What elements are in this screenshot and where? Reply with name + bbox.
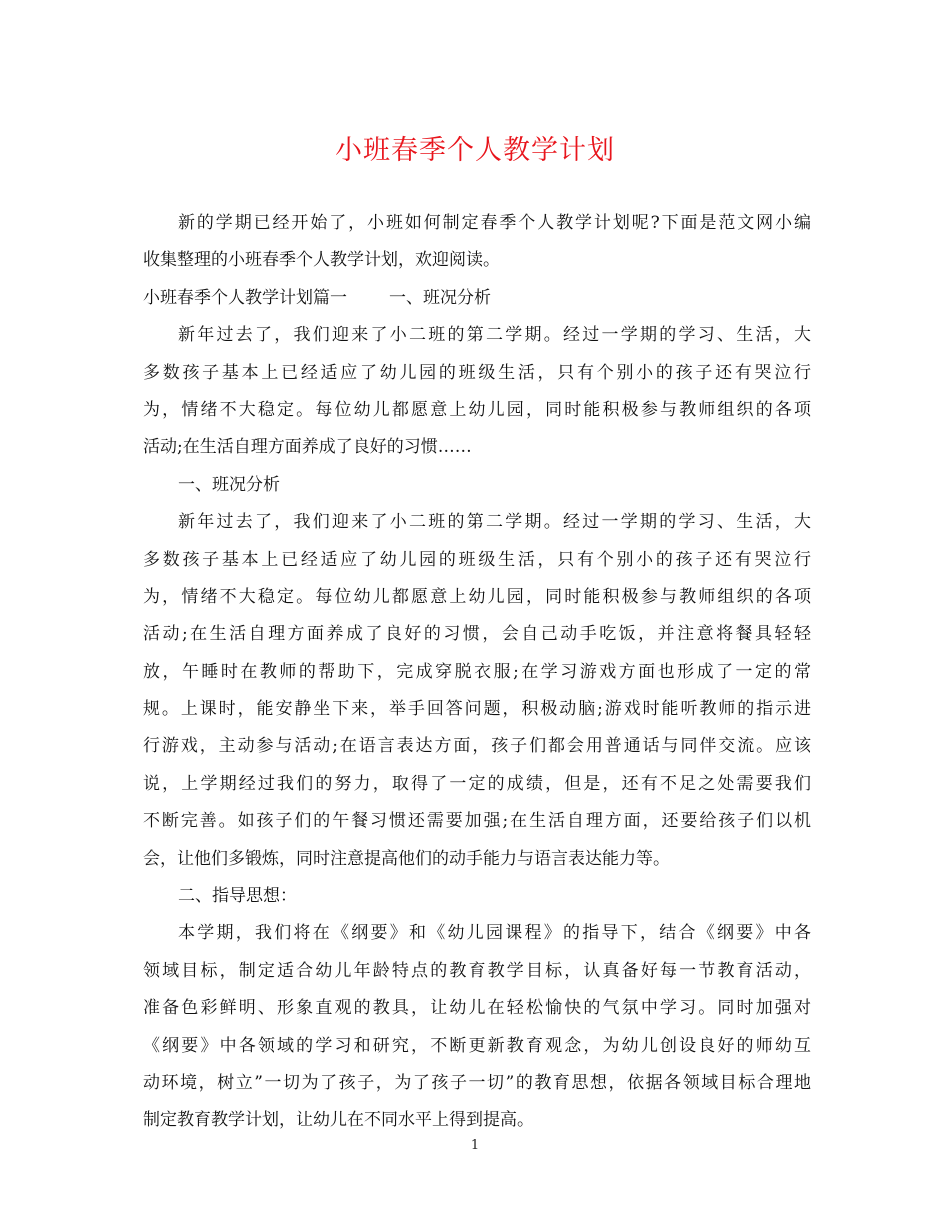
analysis-line: 放，午睡时在教师的帮助下，完成穿脱衣服;在学习游戏方面也形成了一定的常 [143, 661, 811, 682]
analysis-line: 为，情绪不大稳定。每位幼儿都愿意上幼儿园，同时能积极参与教师组织的各项 [143, 586, 811, 607]
summary-line: 为，情绪不大稳定。每位幼儿都愿意上幼儿园，同时能积极参与教师组织的各项 [143, 399, 811, 420]
section-heading-title: 小班春季个人教学计划篇一 [143, 287, 347, 308]
guidance-line: 《纲要》中各领域的学习和研究，不断更新教育观念，为幼儿创设良好的师幼互 [143, 1035, 811, 1056]
intro-line: 收集整理的小班春季个人教学计划，欢迎阅读。 [143, 250, 500, 271]
analysis-line: 不断完善。如孩子们的午餐习惯还需要加强;在生活自理方面，还要给孩子们以机 [143, 811, 811, 832]
heading-guidance: 二、指导思想： [178, 886, 297, 907]
analysis-line: 多数孩子基本上已经适应了幼儿园的班级生活，只有个别小的孩子还有哭泣行 [143, 549, 811, 570]
document-title: 小班春季个人教学计划 [335, 135, 615, 166]
analysis-line: 活动;在生活自理方面养成了良好的习惯，会自己动手吃饭，并注意将餐具轻轻 [143, 624, 811, 645]
summary-line: 新年过去了，我们迎来了小二班的第二学期。经过一学期的学习、生活，大 [178, 325, 811, 346]
section-heading [143, 280, 811, 317]
page-number: 1 [470, 1138, 480, 1153]
analysis-line: 说，上学期经过我们的努力，取得了一定的成绩，但是，还有不足之处需要我们 [143, 773, 811, 794]
analysis-line: 行游戏，主动参与活动;在语言表达方面，孩子们都会用普通话与同伴交流。应该 [143, 736, 811, 757]
summary-line: 活动;在生活自理方面养成了良好的习惯…… [143, 437, 472, 458]
intro-line: 新的学期已经开始了，小班如何制定春季个人教学计划呢?下面是范文网小编 [178, 213, 811, 233]
summary-line: 多数孩子基本上已经适应了幼儿园的班级生活，只有个别小的孩子还有哭泣行 [143, 362, 811, 383]
guidance-line: 领域目标，制定适合幼儿年龄特点的教育教学目标，认真备好每一节教育活动， [143, 960, 811, 981]
heading-class-analysis: 一、班况分析 [178, 474, 280, 495]
guidance-line: 准备色彩鲜明、形象直观的教具，让幼儿在轻松愉快的气氛中学习。同时加强对 [143, 998, 811, 1019]
section-heading-subtitle: 一、班况分析 [389, 287, 491, 308]
analysis-line: 规。上课时，能安静坐下来，举手回答问题，积极动脑;游戏时能听教师的指示进 [143, 699, 811, 720]
analysis-line: 新年过去了，我们迎来了小二班的第二学期。经过一学期的学习、生活，大 [178, 512, 811, 533]
document-body [143, 205, 811, 1140]
guidance-line: 制定教育教学计划，让幼儿在不同水平上得到提高。 [143, 1110, 534, 1131]
analysis-line: 会，让他们多锻炼，同时注意提高他们的动手能力与语言表达能力等。 [143, 848, 670, 869]
guidance-line: 动环境，树立”一切为了孩子，为了孩子一切”的教育思想，依据各领域目标合理地 [143, 1072, 811, 1093]
guidance-line: 本学期，我们将在《纲要》和《幼儿园课程》的指导下，结合《纲要》中各 [178, 923, 811, 944]
